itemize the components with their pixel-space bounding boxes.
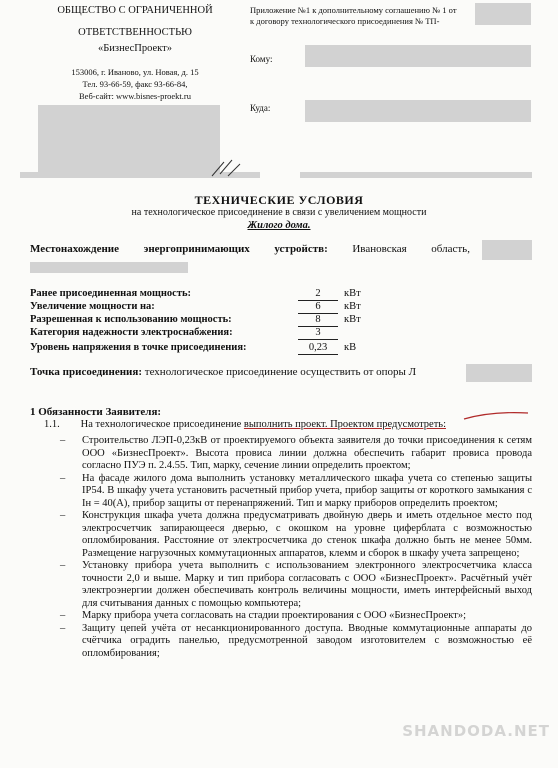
param-label: Уровень напряжения в точке присоединения: <box>30 342 247 353</box>
list-item: – На фасаде жилого дома выполнить установку металлического шкафа учета со степенью защиты IP54. В шкафу учета установить расчетный прибор учета, прибор защиты от короткого замыкания с Iн = 40(А), прибор защиты от перенапряжений. Тип и марку приборов определить проектом; <box>60 473 532 511</box>
location-row <box>30 243 470 255</box>
param-value: 0,23 <box>298 342 338 355</box>
to-label: Кому: <box>250 54 273 64</box>
location-value-2: область, <box>431 243 470 255</box>
location-label-2: энергопринимающих <box>143 243 250 255</box>
redaction-location-line2 <box>30 262 188 273</box>
item-text-underlined: выполнить проект. Проектом предусмотреть: <box>243 419 446 430</box>
location-label-1: Местонахождение <box>30 243 120 255</box>
org-address: 153006, г. Иваново, ул. Новая, д. 15 <box>71 67 199 77</box>
location-value-1: Ивановская <box>352 243 407 255</box>
list-item: – Установку прибора учета выполнить с использованием электронного электросчетчика класса точности 2,0 и выше. Марку и тип прибора согласовать с ООО «БизнесПроект». Расчётный учёт электроэнергии должен обеспечивать контроль величины мощности, иметь интерфейсный выход для считывания данных с помощью компьютера; <box>60 560 532 610</box>
param-row <box>30 288 360 301</box>
param-value: 2 <box>298 288 338 301</box>
annex-line-2: к договору технологического присоединения № ТП- <box>250 16 440 26</box>
param-value: 6 <box>298 301 338 314</box>
redaction-left-block <box>38 105 220 175</box>
connection-point <box>30 366 416 378</box>
where-label: Куда: <box>250 103 271 113</box>
document-object: Жилого дома. <box>247 220 311 231</box>
redaction-location-right <box>482 240 532 260</box>
list-item: – Защиту цепей учёта от несанкционированного доступа. Вводные коммутационные аппараты до счётчика оградить панелью, предусмотренной заводом изготовителем с возможностью её опломбирования; <box>60 623 532 661</box>
param-unit: кВт <box>344 288 361 299</box>
redaction-right-line <box>300 172 532 178</box>
org-line-2: ОТВЕТСТВЕННОСТЬЮ <box>78 27 192 38</box>
item-number: 1.1. <box>44 419 60 430</box>
param-row <box>30 314 360 327</box>
redaction-connection-point <box>466 364 532 382</box>
connection-point-label: Точка присоединения: <box>30 366 143 378</box>
param-row <box>30 327 360 340</box>
param-value: 8 <box>298 314 338 327</box>
redaction-to <box>305 45 531 67</box>
redaction-annex <box>475 3 531 25</box>
org-name: «БизнесПроект» <box>98 43 172 54</box>
org-line-1: ОБЩЕСТВО С ОГРАНИЧЕННОЙ <box>57 5 213 16</box>
document-subtitle: на технологическое присоединение в связи с увеличением мощности <box>131 207 427 218</box>
list-item: – Конструкция шкафа учета должна предусматривать двойную дверь и иметь отдельное место под электросчетчик запирающееся дверью, с окошком на уровне циферблата с возможностью опломбирования. Расстояние от электросчетчика до стенок шкафа должно быть не менее 50мм. Размещение нагрузочных коммутационных аппаратов, клемм и сборок в шкафу учета запрещено; <box>60 510 532 560</box>
param-label: Разрешенная к использованию мощность: <box>30 314 232 325</box>
org-website: Веб-сайт: www.bisnes-proekt.ru <box>79 91 191 101</box>
watermark: SHANDODA.NET <box>402 722 550 740</box>
param-label: Увеличение мощности на: <box>30 301 155 312</box>
annex-line-1: Приложение №1 к дополнительному соглашению № 1 от <box>250 5 457 15</box>
list-item: – Марку прибора учета согласовать на стадии проектирования с ООО «БизнесПроект»; <box>60 610 532 623</box>
redaction-where <box>305 100 531 122</box>
section-heading: 1 Обязанности Заявителя: <box>30 406 162 418</box>
section-item <box>44 419 446 430</box>
param-unit: кВт <box>344 301 361 312</box>
list-item: – Строительство ЛЭП-0,23кВ от проектируемого объекта заявителя до точки присоединения к сетям ООО «БизнесПроект». Высота провиса линии должна обеспечить габарит провиса провода согласно ПУЭ п. 2.4.55. Тип, марку, сечение линии определить проектом; <box>60 435 532 473</box>
document-title: ТЕХНИЧЕСКИЕ УСЛОВИЯ <box>194 193 364 207</box>
param-row <box>30 301 360 314</box>
param-unit: кВт <box>344 314 361 325</box>
org-phone: Тел. 93-66-59, факс 93-66-84, <box>82 79 188 89</box>
signature-scribble <box>210 158 290 178</box>
connection-point-text: технологическое присоединение осуществить от опоры Л <box>144 366 417 378</box>
location-label-3: устройств: <box>274 243 328 255</box>
org-header <box>40 3 230 102</box>
item-text: На технологическое присоединение <box>80 419 242 430</box>
requirements-list <box>60 435 532 660</box>
param-unit: кВ <box>344 342 357 353</box>
red-pen-mark <box>462 407 532 423</box>
param-value: 3 <box>298 327 338 340</box>
param-label: Категория надежности электроснабжения: <box>30 327 233 338</box>
param-label: Ранее присоединенная мощность: <box>30 288 192 299</box>
param-row <box>30 342 360 355</box>
